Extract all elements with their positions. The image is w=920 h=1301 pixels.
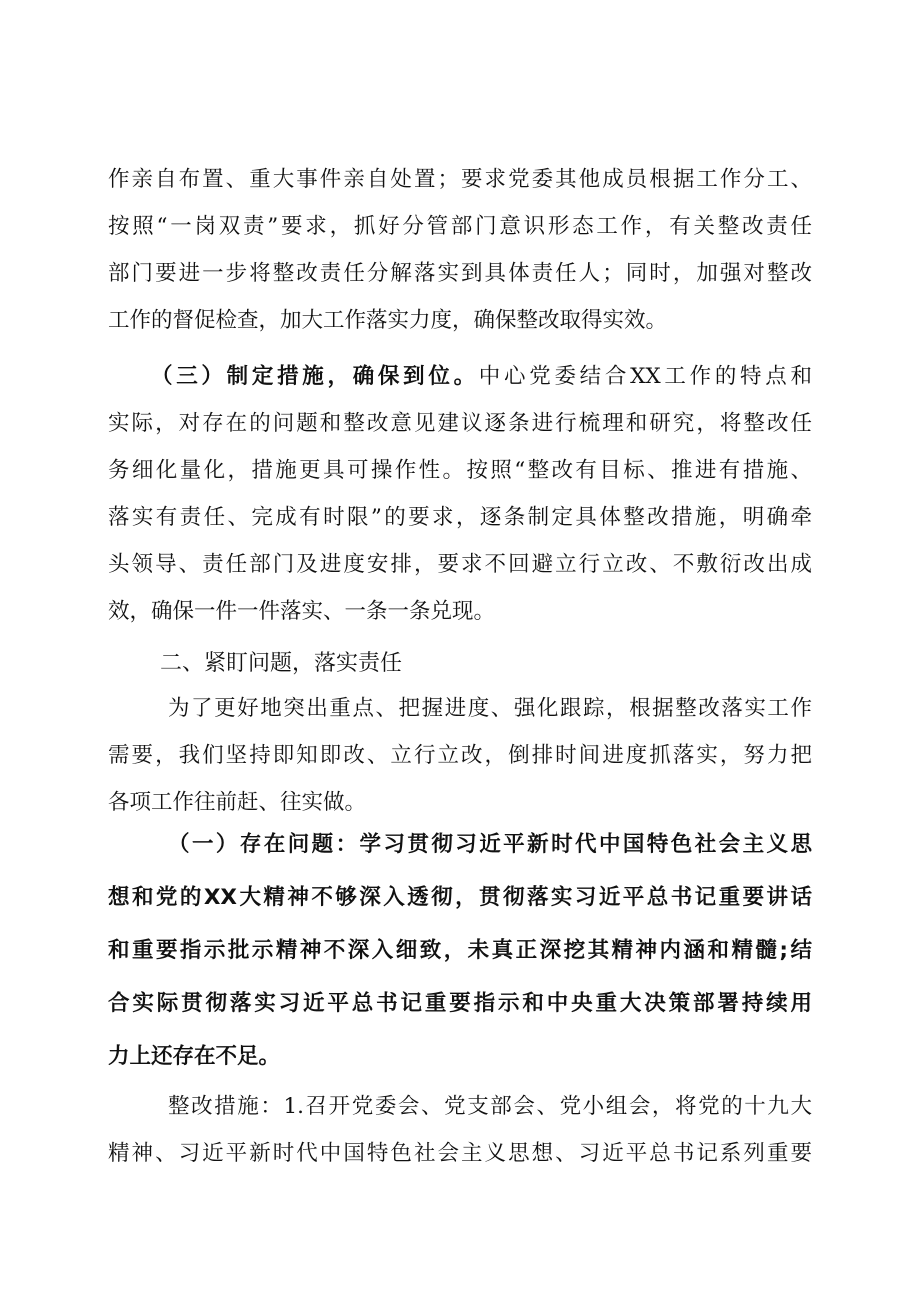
text-line: 部门要进一步将整改责任分解落实到具体责任人；同时，加强对整改 <box>108 261 812 286</box>
text-line: 实际，对存在的问题和整改意见建议逐条进行梳理和研究，将整改任 <box>108 411 812 436</box>
paragraph-intro <box>108 685 812 826</box>
paragraph-lead-heading: （三）制定措施，确保到位。 <box>151 364 479 389</box>
text-line: 为了更好地突出重点、把握进度、强化跟踪，根据整改落实工作 <box>168 696 812 721</box>
text-line: 整改措施：1.召开党委会、党支部会、党小组会，将党的十九大 <box>168 1094 812 1119</box>
text-line: 作亲自布置、重大事件亲自处置；要求党委其他成员根据工作分工、 <box>108 167 812 192</box>
text-line: 合实际贯彻落实习近平总书记重要指示和中央重大决策部署持续用 <box>108 991 812 1016</box>
text-line <box>108 353 812 400</box>
text-line: 力上还存在不足。 <box>108 1044 281 1069</box>
paragraph-lead-rest: 中心党委结合XX工作的特点和 <box>478 364 812 389</box>
text-line: 头领导、责任部门及进度安排，要求不回避立行立改、不敷衍改出成 <box>108 552 812 577</box>
text-line: 按照“一岗双责”要求，抓好分管部门意识形态工作，有关整改责任 <box>108 214 812 239</box>
paragraph-measures-in-place <box>108 353 812 635</box>
text-line: 需要，我们坚持即知即改、立行立改，倒排时间进度抓落实，努力把 <box>108 743 812 768</box>
paragraph-measures <box>108 1083 812 1177</box>
paragraph-problem <box>108 818 812 1083</box>
text-line: 务细化量化，措施更具可操作性。按照“整改有目标、推进有措施、 <box>108 458 812 483</box>
section-heading: 二、紧盯问题，落实责任 <box>160 651 403 676</box>
text-line: （一）存在问题：学习贯彻习近平新时代中国特色社会主义思 <box>168 832 812 857</box>
text-line: 精神、习近平新时代中国特色社会主义思想、习近平总书记系列重要 <box>108 1141 812 1166</box>
text-line: 各项工作往前赶、往实做。 <box>108 790 367 815</box>
text-line: 和重要指示批示精神不深入细致，未真正深挖其精神内涵和精髓;结 <box>108 938 812 963</box>
text-line: 想和党的XX大精神不够深入透彻，贯彻落实习近平总书记重要讲话 <box>108 885 812 910</box>
text-line: 工作的督促检查，加大工作落实力度，确保整改取得实效。 <box>108 308 668 333</box>
text-line: 落实有责任、完成有时限”的要求，逐条制定具体整改措施，明确牵 <box>108 505 812 530</box>
text-line: 效，确保一件一件落实、一条一条兑现。 <box>108 599 496 624</box>
paragraph-continuation <box>108 156 812 344</box>
